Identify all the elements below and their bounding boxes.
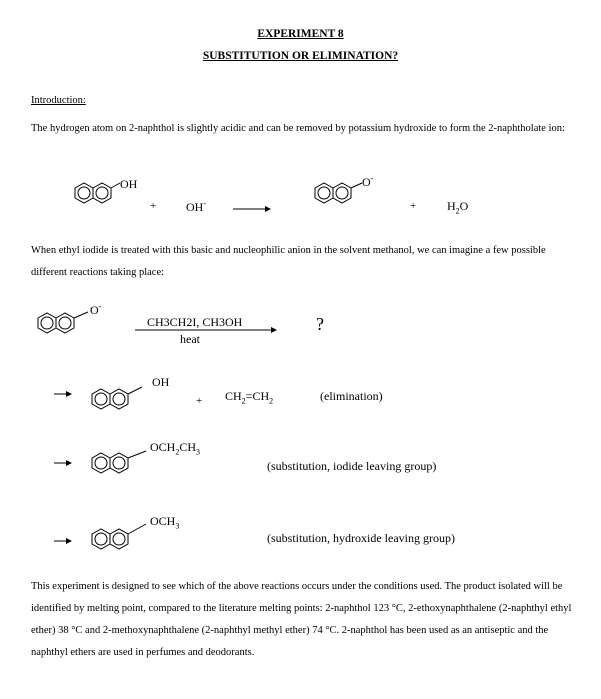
product-3-group: $OCH_3$ [150,514,180,531]
conclusion-paragraph: This experiment is designed to see which of the above reactions occurs under the conditions used. The product isolated will be identified by melting point, compared to the literature melting points: 2-naphthol 123 °C, 2-ethoxynaphthalene (2-naphthyl ethyl ether) 38 °C and 2-methoxynaphthalene (2-naphthyl methyl ether) 74 °C. 2-naphthol has been used as an antiseptic and the naphthyl ethers are used in perfumes and deodorants. [31,581,572,658]
ethylene-formula: $CH_2=CH_2$ [225,389,274,406]
product-2-group: $OCH_2CH_3$ [150,440,201,457]
hydroxide-ion: OH- [186,199,207,214]
reaction-arrow-2 [135,325,281,335]
naphtholate-structure [300,178,390,218]
oh-label: OH [120,177,138,191]
unknown-product: ? [316,314,324,334]
plus-sign-1: + [150,200,157,212]
plus-sign-2: + [410,200,417,212]
intro-heading: Introduction: [31,95,86,106]
o-label-2: O- [90,302,102,317]
condition-label: heat [180,332,200,346]
reagents-label: CH3CH2I, CH3OH [147,315,243,329]
product-1-plus: + [196,395,203,407]
product-1-group: OH [152,375,170,389]
o-label: O- [362,174,374,189]
water-formula: $H_2O$ [447,199,469,216]
naphtholate-reactant [30,306,120,346]
elimination-note: (elimination) [320,389,383,403]
substitution-hydroxide-note: (substitution, hydroxide leaving group) [267,531,455,545]
page-title: EXPERIMENT 8 [257,28,344,40]
reaction-arrow-1 [233,204,273,214]
intro-paragraph-2: When ethyl iodide is treated with this basic and nucleophilic anion in the solvent methanol, we can imagine a few possible different reactions taking place: [31,245,546,278]
page-subtitle: SUBSTITUTION OR ELIMINATION? [202,50,399,62]
substitution-iodide-note: (substitution, iodide leaving group) [267,459,437,473]
intro-paragraph-1: The hydrogen atom on 2-naphthol is slightly acidic and can be removed by potassium hydroxide to form the 2-naphtholate ion: [31,123,565,134]
